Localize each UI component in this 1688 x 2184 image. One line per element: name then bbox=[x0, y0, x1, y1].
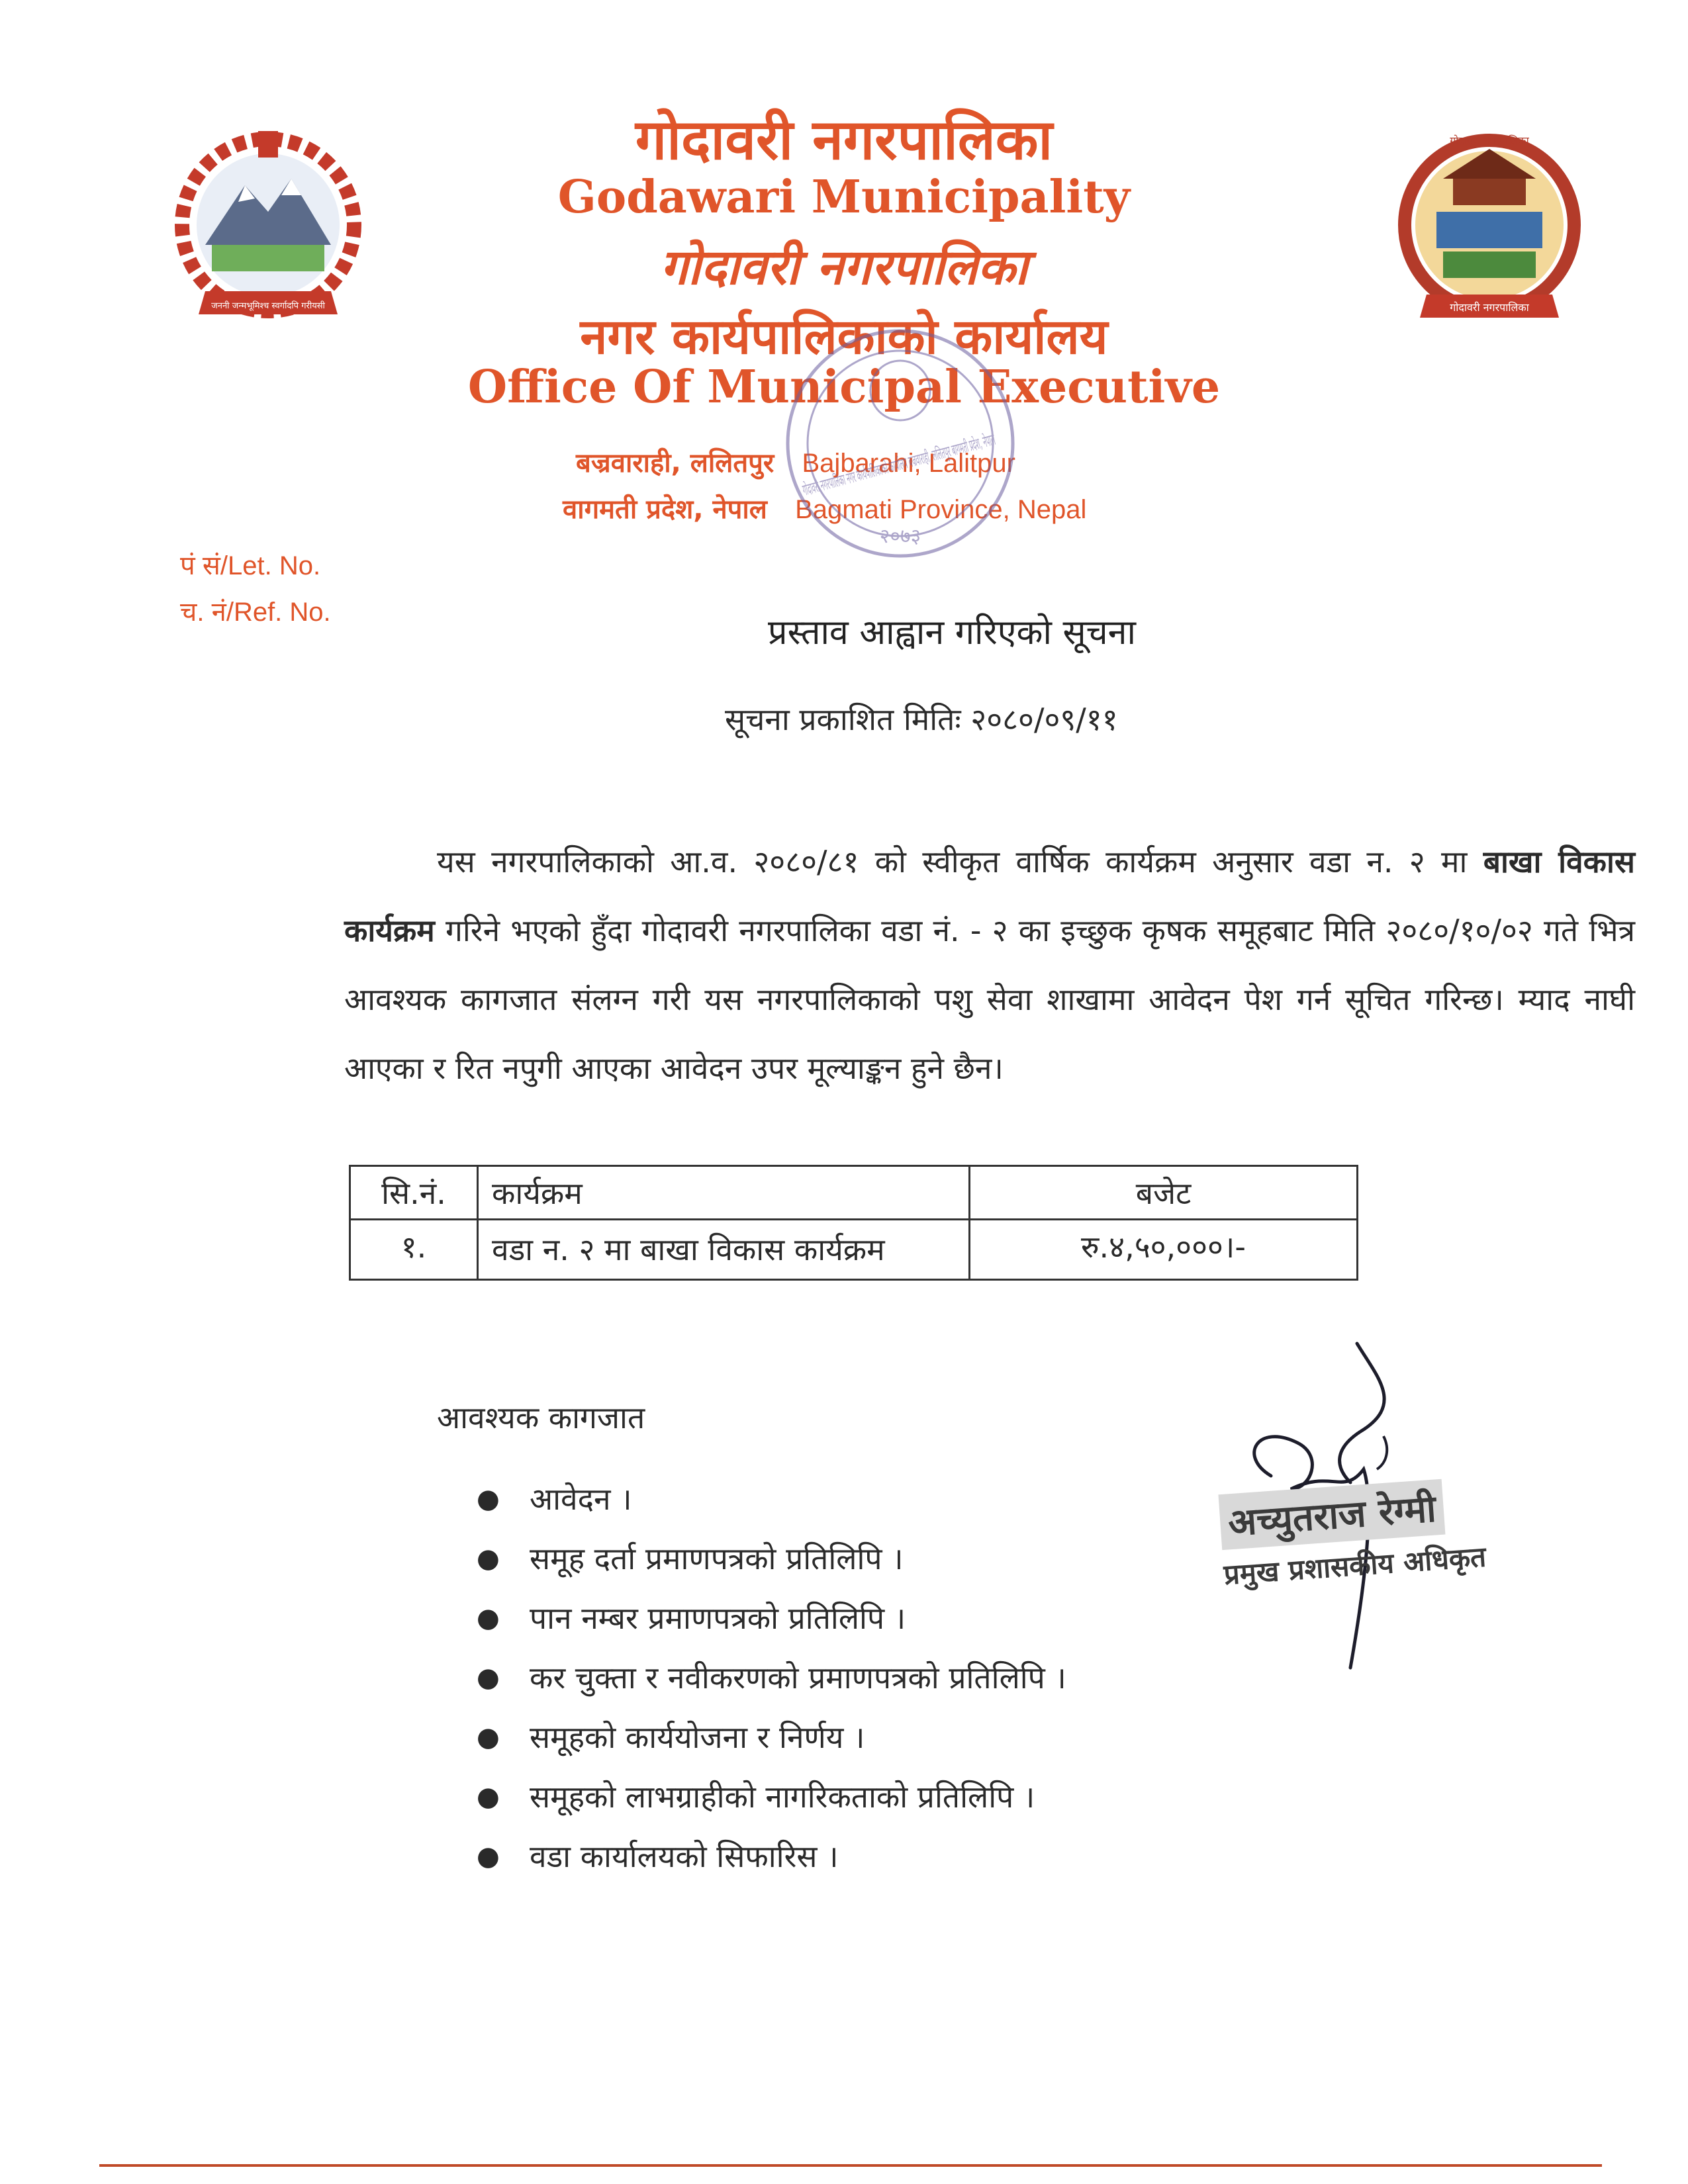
signatory-designation: प्रमुख प्रशासकीय अधिकृत bbox=[1223, 1540, 1487, 1591]
municipality-name-en: Godawari Municipality bbox=[557, 171, 1131, 224]
office-name-np: नगर कार्यपालिकाको कार्यालय bbox=[580, 308, 1108, 365]
list-item bbox=[477, 1469, 1066, 1529]
document-item-text: पान नम्बर प्रमाणपत्रको प्रतिलिपि । bbox=[530, 1600, 906, 1636]
letter-no-label: पं सं/Let. No. bbox=[180, 551, 321, 580]
address-line-2-np: वागमती प्रदेश, नेपाल bbox=[563, 494, 767, 525]
office-stamp bbox=[761, 318, 1039, 569]
logo-bottom-text: गोदावरी नगरपालिका bbox=[1450, 301, 1529, 314]
published-date: सूचना प्रकाशित मितिः २०८०/०९/११ bbox=[725, 702, 1118, 737]
ref-no-label: च. नं/Ref. No. bbox=[180, 598, 331, 627]
document-item-text: वडा कार्यालयको सिफारिस । bbox=[530, 1839, 839, 1874]
address-line-2-en: Bagmati Province, Nepal bbox=[795, 495, 1087, 524]
document-item-text: समूहको कार्ययोजना र निर्णय । bbox=[530, 1719, 865, 1755]
bullet-icon: ● bbox=[477, 1841, 500, 1872]
documents-list bbox=[477, 1469, 1066, 1886]
header-budget: बजेट bbox=[970, 1166, 1358, 1220]
table-header-row bbox=[350, 1166, 1358, 1220]
notice-paragraph bbox=[344, 827, 1635, 1103]
office-name-en: Office Of Municipal Executive bbox=[467, 361, 1221, 414]
bullet-icon: ● bbox=[477, 1662, 500, 1693]
address-line-1-en: Bajbarahi, Lalitpur bbox=[802, 449, 1015, 478]
logo-top-text: गोदावरी नगरपालिका bbox=[1450, 134, 1529, 147]
list-item bbox=[477, 1529, 1066, 1588]
stamp-year: २०७३ bbox=[879, 525, 921, 548]
stamp-text: गोदावरी नगरपालिका नगर कार्यपालिकाको कार्यालय bbox=[800, 405, 1039, 500]
header-program: कार्यक्रम bbox=[478, 1166, 970, 1220]
bullet-icon: ● bbox=[477, 1603, 500, 1633]
document-item-text: आवेदन । bbox=[530, 1481, 632, 1517]
list-item bbox=[477, 1827, 1066, 1886]
address-line-1-np: बज्रवाराही, ललितपुर bbox=[576, 448, 774, 478]
paragraph-bold-program: बाखा विकास कार्यक्रम bbox=[344, 844, 1635, 948]
list-item bbox=[477, 1648, 1066, 1707]
list-item bbox=[477, 1588, 1066, 1648]
footer-rule bbox=[99, 2164, 1602, 2167]
paragraph-part-2: गरिने भएको हुँदा गोदावरी नगरपालिका वडा नं. - २ का इच्छुक कृषक समूहबाट मिति २०८०/१०/०२ गते भित्र आवश्यक कागजात संलग्न गरी यस नगरपालिकाको पशु सेवा शाखामा आवेदन पेश गर्न सूचित गरिन्छ। म्याद नाघी आएका र रित नपुगी आएका आवेदन उपर मूल्याङ्कन हुने छैन। bbox=[344, 913, 1635, 1086]
bullet-icon: ● bbox=[477, 1782, 500, 1812]
documents-title: आवश्यक कागजात bbox=[437, 1400, 645, 1435]
document-item-text: समूहको लाभग्राहीको नागरिकताको प्रतिलिपि । bbox=[530, 1779, 1035, 1815]
row-budget: रु.४,५०,०००।- bbox=[970, 1220, 1358, 1280]
list-item bbox=[477, 1767, 1066, 1827]
bullet-icon: ● bbox=[477, 1543, 500, 1574]
document-item-text: समूह दर्ता प्रमाणपत्रको प्रतिलिपि । bbox=[530, 1541, 904, 1576]
program-table bbox=[349, 1165, 1358, 1281]
table-row bbox=[350, 1220, 1358, 1280]
row-program: वडा न. २ मा बाखा विकास कार्यक्रम bbox=[478, 1220, 970, 1280]
notice-title: प्रस्ताव आह्वान गरिएको सूचना bbox=[768, 613, 1136, 653]
emblem-motto: जननी जन्मभूमिश्च स्वर्गादपि गरीयसी bbox=[211, 301, 325, 311]
bullet-icon: ● bbox=[477, 1484, 500, 1514]
row-sn: १. bbox=[350, 1220, 478, 1280]
header-sn: सि.नं. bbox=[350, 1166, 478, 1220]
list-item bbox=[477, 1707, 1066, 1767]
document-item-text: कर चुक्ता र नवीकरणको प्रमाणपत्रको प्रतिलिपि । bbox=[530, 1660, 1066, 1696]
municipality-name-np: गोदावरी नगरपालिका bbox=[635, 107, 1053, 172]
municipality-name-script: गोदावरी नगरपालिका bbox=[660, 239, 1028, 296]
paragraph-part-1: यस नगरपालिकाको आ.व. २०८०/८१ को स्वीकृत वार्षिक कार्यक्रम अनुसार वडा न. २ मा bbox=[437, 844, 1483, 880]
bullet-icon: ● bbox=[477, 1722, 500, 1752]
signatory-name: अच्युतराज रेग्मी bbox=[1218, 1479, 1445, 1550]
